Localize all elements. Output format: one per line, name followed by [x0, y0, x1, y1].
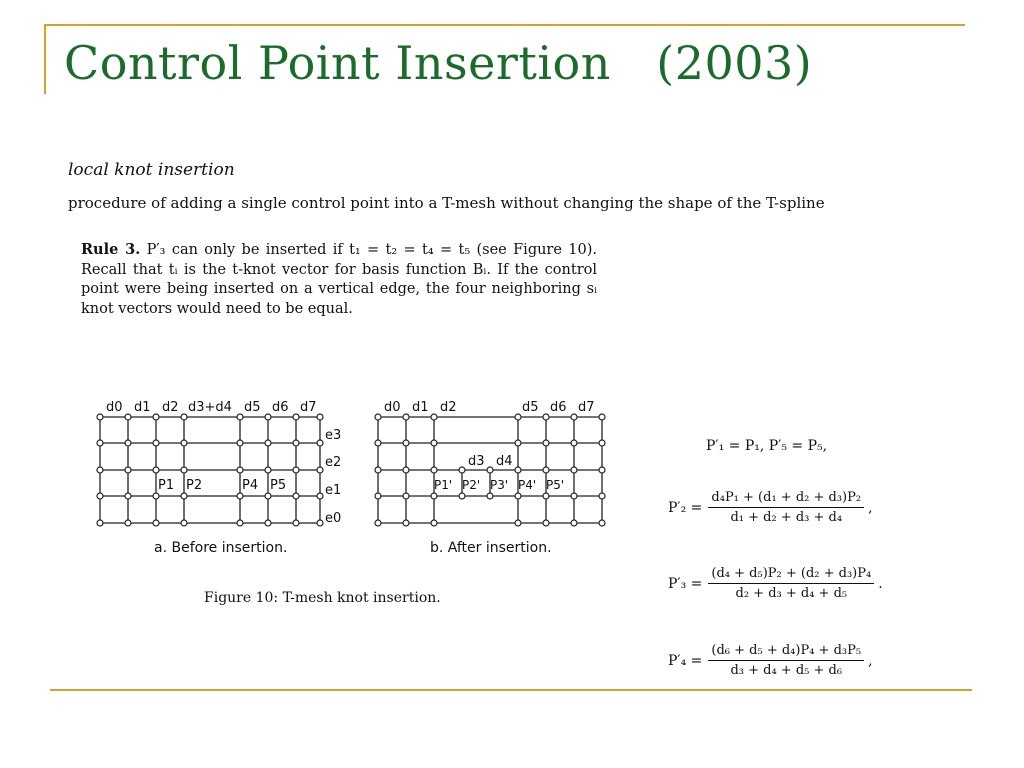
caption-after: b. After insertion.	[430, 540, 552, 556]
before-point-label-2: P4	[242, 478, 259, 493]
after-point-label-2: P3'	[490, 478, 509, 492]
equation-3	[668, 566, 883, 601]
before-side-label-1: e2	[325, 455, 342, 470]
after-inner-label-1: d4	[496, 454, 513, 469]
equation-2-denominator: d₁ + d₂ + d₃ + d₄	[730, 510, 843, 525]
equation-4-end: ,	[868, 652, 873, 669]
after-point-label-4: P5'	[546, 478, 565, 492]
before-top-label-5: d6	[272, 400, 289, 415]
after-top-label-5: d7	[578, 400, 595, 415]
after-top-label-2: d2	[440, 400, 457, 415]
equation-2-end: ,	[868, 499, 873, 516]
left-accent-line	[44, 24, 46, 94]
after-top-label-3: d5	[522, 400, 539, 415]
slide-title: Control Point Insertion (2003)	[64, 36, 813, 90]
after-inner-label-0: d3	[468, 454, 485, 469]
after-point-label-0: P1'	[434, 478, 453, 492]
before-point-label-0: P1	[158, 478, 175, 493]
equation-2-numerator: d₄P₁ + (d₁ + d₂ + d₃)P₂	[708, 490, 864, 508]
rule-text: P′₃ can only be inserted if t₁ = t₂ = t₄ = t₅ (see Figure 10). Recall that tᵢ is the t-knot vector for basis function Bᵢ. If the control point were being inserted on a vertical edge, the four neighboring sᵢ knot vectors would need to be equal.	[81, 242, 598, 317]
equation-4-numerator: (d₆ + d₅ + d₄)P₄ + d₃P₅	[708, 643, 864, 661]
figure-caption: Figure 10: T-mesh knot insertion.	[204, 590, 441, 606]
equation-4	[668, 643, 873, 678]
equation-3-numerator: (d₄ + d₅)P₂ + (d₂ + d₃)P₄	[708, 566, 874, 584]
before-point-label-1: P2	[186, 478, 203, 493]
after-point-label-3: P4'	[518, 478, 537, 492]
before-point-label-3: P5	[270, 478, 287, 493]
rule-label: Rule 3.	[81, 241, 141, 258]
before-top-label-1: d1	[134, 400, 151, 415]
mesh-before-diagram	[80, 392, 360, 542]
before-top-label-2: d2	[162, 400, 179, 415]
equation-3-denominator: d₂ + d₃ + d₄ + d₅	[735, 586, 848, 601]
before-side-label-3: e0	[325, 511, 342, 526]
equation-4-fraction	[708, 643, 864, 678]
equation-2	[668, 490, 873, 525]
equation-2-fraction	[708, 490, 864, 525]
mesh-after-diagram	[358, 392, 618, 542]
caption-before: a. Before insertion.	[154, 540, 288, 556]
before-side-label-2: e1	[325, 483, 342, 498]
before-top-label-0: d0	[106, 400, 123, 415]
after-top-label-4: d6	[550, 400, 567, 415]
after-top-label-1: d1	[412, 400, 429, 415]
before-side-label-0: e3	[325, 428, 342, 443]
before-top-label-3: d3+d4	[188, 400, 232, 415]
equation-1-text: P′₁ = P₁, P′₅ = P₅,	[706, 438, 828, 454]
before-top-label-4: d5	[244, 400, 261, 415]
after-point-label-1: P2'	[462, 478, 481, 492]
definition-term: local knot insertion	[68, 160, 235, 180]
before-top-label-6: d7	[300, 400, 317, 415]
rule-paragraph	[81, 240, 597, 319]
equation-1	[706, 438, 827, 454]
equation-4-denominator: d₃ + d₄ + d₅ + d₆	[730, 663, 843, 678]
after-top-label-0: d0	[384, 400, 401, 415]
top-accent-line	[44, 24, 965, 26]
equation-2-lhs: P′₂ =	[668, 499, 703, 516]
equation-3-fraction	[708, 566, 874, 601]
equation-3-end: .	[878, 575, 883, 592]
definition-text: procedure of adding a single control point into a T-mesh without changing the shape of the T-spline	[68, 194, 825, 212]
equation-3-lhs: P′₃ =	[668, 575, 703, 592]
equation-4-lhs: P′₄ =	[668, 652, 703, 669]
bottom-accent-line	[50, 689, 972, 691]
